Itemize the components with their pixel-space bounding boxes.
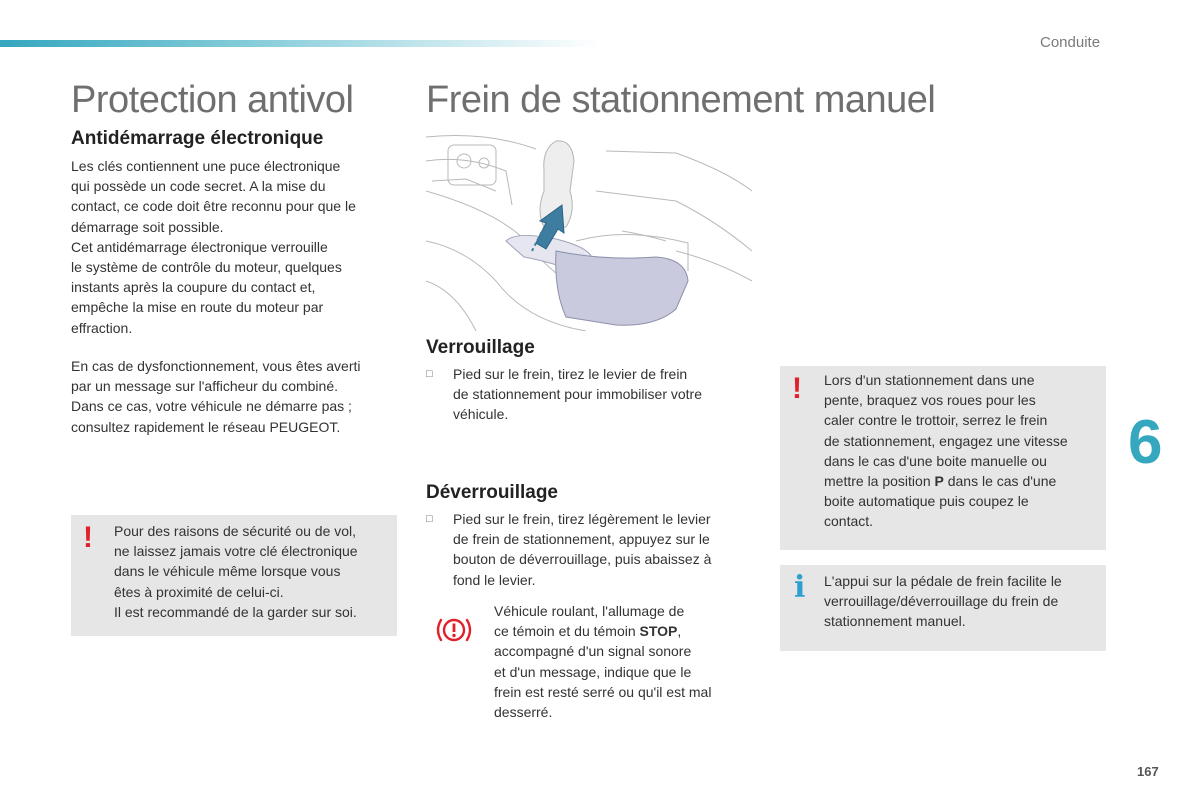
page-number: 167	[1137, 764, 1159, 779]
bullet-icon: □	[426, 368, 433, 380]
text-line: instants après la coupure du contact et,	[71, 279, 316, 296]
text-line: En cas de dysfonctionnement, vous êtes averti	[71, 358, 361, 374]
warning-text	[114, 521, 358, 622]
text-line: desserré.	[494, 704, 553, 721]
text-line: contact, ce code doit être reconnu pour que le	[71, 198, 356, 215]
text-line: dans le cas d'une boite manuelle ou	[824, 452, 1047, 469]
text-line: Pied sur le frein, tirez légèrement le levier	[453, 511, 711, 527]
info-box-pedal	[780, 565, 1106, 651]
text-line: Lors d'un stationnement dans une	[824, 372, 1035, 388]
text-line: êtes à proximité de celui-ci.	[114, 583, 284, 600]
warning-box-slope	[780, 366, 1106, 550]
telltale-text	[494, 601, 711, 722]
text-line: de stationnement, engagez une vitesse	[824, 432, 1068, 449]
text-line: consultez rapidement le réseau PEUGEOT.	[71, 418, 341, 435]
text-line: fond le levier.	[453, 571, 536, 588]
text-line: véhicule.	[453, 406, 509, 423]
position-p-label: P	[934, 473, 944, 490]
text-line: contact.	[824, 513, 874, 530]
text-line: effraction.	[71, 319, 133, 336]
text-line: le système de contrôle du moteur, quelques	[71, 259, 342, 276]
text-line: dans le véhicule même lorsque vous	[114, 563, 341, 580]
text-line: Véhicule roulant, l'allumage de	[494, 603, 685, 619]
text-line: pente, braquez vos roues pour les	[824, 392, 1036, 409]
text-line: Cet antidémarrage électronique verrouille	[71, 238, 328, 255]
antidemarrage-paragraph	[71, 156, 356, 338]
text-line: Dans ce cas, votre véhicule ne démarre pas ;	[71, 398, 352, 415]
text-line: empêche la mise en route du moteur par	[71, 299, 324, 316]
section-heading-deverrouillage: Déverrouillage	[426, 482, 558, 503]
header-accent-bar	[0, 40, 600, 47]
text-fragment: ce témoin et du témoin	[494, 623, 640, 640]
text-fragment: mettre la position	[824, 473, 935, 490]
text-line: par un message sur l'afficheur du combiné.	[71, 378, 339, 395]
text-line: Les clés contiennent une puce électronique	[71, 158, 341, 174]
section-label: Conduite	[1040, 34, 1101, 51]
text-line: et d'un message, indique que le	[494, 663, 692, 680]
text-line: Pied sur le frein, tirez le levier de frein	[453, 366, 688, 382]
text-line: de frein de stationnement, appuyez sur le	[453, 531, 710, 548]
section-heading-verrouillage: Verrouillage	[426, 337, 535, 358]
text-line: L'appui sur la pédale de frein facilite le	[824, 573, 1062, 589]
dysfonctionnement-paragraph	[71, 356, 361, 437]
section-heading-antidemarrage: Antidémarrage électronique	[71, 128, 324, 149]
text-line: ne laissez jamais votre clé électronique	[114, 543, 358, 560]
text-line: verrouillage/déverrouillage du frein de	[824, 593, 1059, 610]
text-line	[494, 621, 711, 641]
text-line: de stationnement pour immobiliser votre	[453, 386, 703, 403]
text-line: frein est resté serré ou qu'il est mal	[494, 683, 712, 700]
exclamation-icon: !	[83, 521, 93, 554]
text-line: accompagné d'un signal sonore	[494, 643, 692, 660]
text-line: caler contre le trottoir, serrez le frein	[824, 412, 1048, 429]
text-line: bouton de déverrouillage, puis abaissez à	[453, 551, 712, 568]
text-line: Il est recommandé de la garder sur soi.	[114, 603, 357, 620]
stop-label: STOP	[639, 623, 678, 640]
text-line: stationnement manuel.	[824, 613, 966, 630]
info-text	[824, 571, 1062, 632]
chapter-number: 6	[1128, 408, 1163, 477]
parking-brake-lever-illustration	[426, 131, 752, 331]
page-title-antivol: Protection antivol	[71, 79, 354, 121]
text-line: Pour des raisons de sécurité ou de vol,	[114, 523, 357, 539]
warning-box-key	[71, 515, 397, 636]
text-line	[824, 471, 1068, 491]
text-fragment: ,	[677, 623, 682, 640]
exclamation-icon: !	[792, 372, 802, 405]
warning-text	[824, 370, 1068, 532]
text-line: qui possède un code secret. A la mise du	[71, 178, 326, 195]
text-line: démarrage soit possible.	[71, 218, 224, 235]
text-fragment: dans le cas d'une	[943, 473, 1057, 490]
page-title-frein: Frein de stationnement manuel	[426, 79, 936, 121]
brake-warning-icon	[434, 614, 474, 646]
info-icon: i	[794, 570, 806, 605]
text-line: boite automatique puis coupez le	[824, 493, 1029, 510]
bullet-icon: □	[426, 513, 433, 525]
